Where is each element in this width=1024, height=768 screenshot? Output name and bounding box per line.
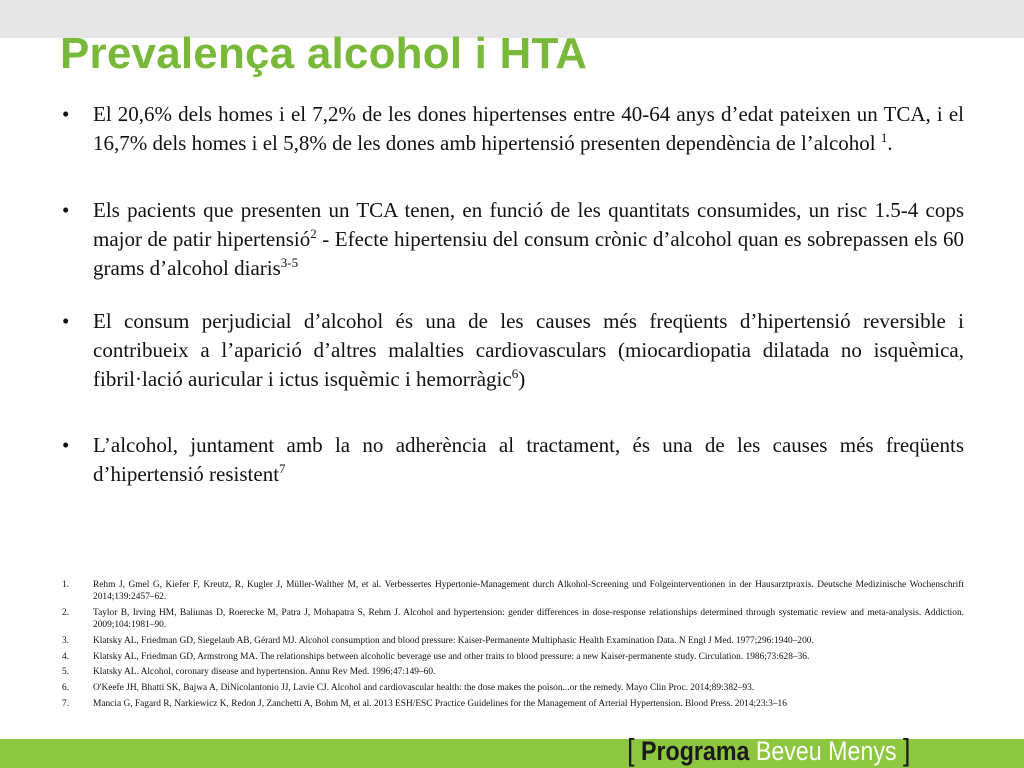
bullet-list	[62, 100, 964, 527]
logo-word-programa: Programa	[640, 736, 749, 766]
bullet-text: El consum perjudicial d’alcohol és una de les causes més freqüents d’hipertensió reversible i contribueix a l’aparició d’altres malalties cardiovasculars (miocardiopatia dilatada no isquèmica, fibril·lació auricular i ictus isquèmic i hemorràgic	[93, 309, 964, 391]
reference-number: 4.	[62, 651, 70, 662]
bullet-text: El 20,6% dels homes i el 7,2% de les dones hipertenses entre 40-64 anys d’edat pateixen un TCA, i el 16,7% dels homes i el 5,8% de les dones amb hipertensió presenten dependència de l’alcohol	[93, 102, 964, 155]
reference-number: 2.	[62, 607, 70, 618]
reference-text: Mancia G, Fagard R, Narkiewicz K, Redon J, Zanchetti A, Bohm M, et al. 2013 ESH/ESC Practice Guidelines for the Management of Arterial Hypertension. Blood Press. 2014;23:3–16	[93, 698, 787, 709]
bullet-text: L’alcohol, juntament amb la no adherència al tractament, és una de les causes més freqüents d’hipertensió resistent	[93, 433, 964, 486]
bullet-dot: •	[62, 433, 70, 457]
bullet-item	[62, 100, 964, 158]
bullet-dot: •	[62, 102, 70, 126]
reference-number: 6.	[62, 682, 70, 693]
reference-text: Taylor B, Irving HM, Baliunas D, Roerecke M, Patra J, Mohapatra S, Rehm J. Alcohol and hypertension: gender differences in dose-response relationships determined through systematic review and meta-analysis. Addiction. 2009;104:1981–90.	[93, 607, 964, 631]
reference-item	[62, 635, 964, 647]
logo-open-bracket: [	[626, 732, 635, 767]
reference-item	[62, 698, 964, 710]
reference-number: 3.	[62, 635, 70, 646]
reference-text: Klatsky AL, Friedman GD, Armstrong MA. The relationships between alcoholic beverage use and other traits to blood pressure: a new Kaiser-permanente study. Circulation. 1986;73:628–36.	[93, 651, 810, 662]
reference-text: Klatsky AL. Alcohol, coronary disease and hypertension. Annu Rev Med. 1996;47:149–60.	[93, 667, 436, 678]
citation-superscript: 6	[511, 366, 519, 381]
reference-item	[62, 579, 964, 603]
bullet-item	[62, 431, 964, 489]
bullet-item	[62, 307, 964, 394]
reference-number: 5.	[62, 667, 70, 678]
bullet-text-tail: .	[887, 131, 893, 155]
bullet-dot: •	[62, 198, 70, 222]
reference-number: 1.	[62, 580, 70, 590]
reference-item	[62, 682, 964, 694]
program-logo	[627, 733, 910, 767]
reference-number: 7.	[62, 698, 70, 709]
logo-word-beveu-menys: Beveu Menys	[755, 736, 897, 766]
reference-text: Rehm J, Gmel G, Kiefer F, Kreutz, R, Kugler J, Müller-Walther M, et al. Verbessertes Hypertonie-Management durch Alkohol-Screening und Folgeinterventionen in der Hausarztpraxis. Deutsche Medizinische Wochenschrift 2014;139:2457–62.	[93, 580, 964, 603]
reference-list	[62, 579, 964, 713]
citation-superscript: 2	[310, 226, 317, 241]
citation-superscript: 7	[279, 461, 286, 476]
reference-item	[62, 651, 964, 663]
citation-superscript: 3-5	[280, 255, 299, 270]
slide-title: Prevalença alcohol i HTA	[60, 29, 588, 78]
bullet-text: Els pacients que presenten un TCA tenen, en funció de les quantitats consumides, un risc 1.5-4 cops major de patir hipertensió	[93, 198, 964, 251]
reference-item	[62, 607, 964, 631]
bullet-dot: •	[62, 309, 70, 333]
bullet-item	[62, 196, 964, 283]
citation-superscript: 1	[880, 130, 888, 145]
reference-item	[62, 666, 964, 678]
reference-text: O'Keefe JH, Bhatti SK, Bajwa A, DiNicolantonio JJ, Lavie CJ. Alcohol and cardiovascular health: the dose makes the poison...or the remedy. Mayo Clin Proc. 2014;89:382–93.	[93, 682, 755, 693]
bullet-text-tail: )	[518, 367, 526, 391]
reference-text: Klatsky AL, Friedman GD, Siegelaub AB, Gérard MJ. Alcohol consumption and blood pressure: Kaiser-Permanente Multiphasic Health Examination Data. N Engl J Med. 1977;296:1940–200.	[93, 635, 814, 646]
bullet-text-continued: - Efecte hipertensiu del consum crònic d’alcohol quan es sobrepassen els 60 grams d’alcohol diaris	[93, 227, 964, 280]
logo-close-bracket: ]	[902, 732, 910, 767]
